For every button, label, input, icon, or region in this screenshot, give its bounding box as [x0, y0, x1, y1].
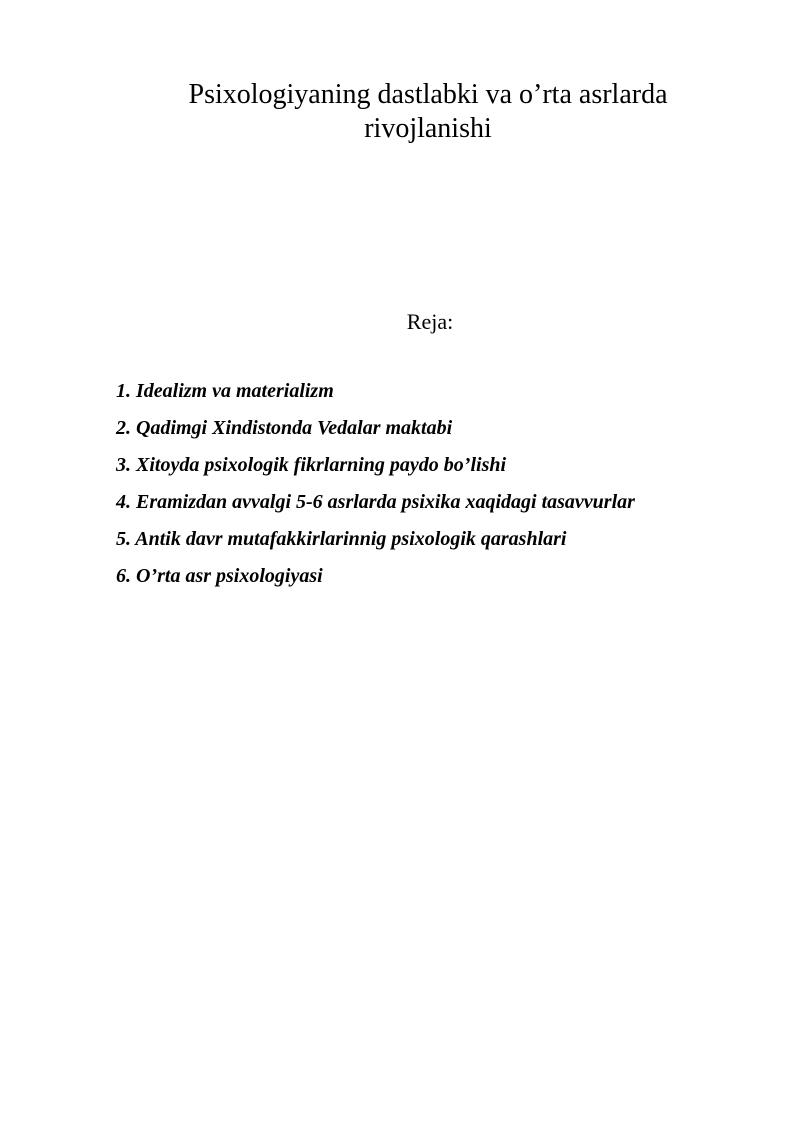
plan-item-1: 1. Idealizm va materializm	[116, 380, 334, 402]
plan-item-3: 3. Xitoyda psixologik fikrlarning paydo bo’lishi	[116, 454, 507, 476]
plan-item-5: 5. Antik davr mutafakkirlarinnig psixologik qarashlari	[116, 528, 567, 550]
plan-item-6: 6. O’rta asr psixologiyasi	[116, 565, 323, 587]
title-line-2: rivojlanishi	[364, 113, 492, 144]
title-line-1: Psixologiyaning dastlabki va o’rta asrlarda	[188, 79, 668, 110]
plan-item-4: 4. Eramizdan avvalgi 5-6 asrlarda psixika xaqidagi tasavvurlar	[116, 491, 635, 513]
plan-list	[116, 377, 756, 599]
plan-heading: Reja:	[406, 309, 454, 334]
page-title	[140, 78, 716, 146]
plan-item-2: 2. Qadimgi Xindistonda Vedalar maktabi	[116, 417, 453, 439]
